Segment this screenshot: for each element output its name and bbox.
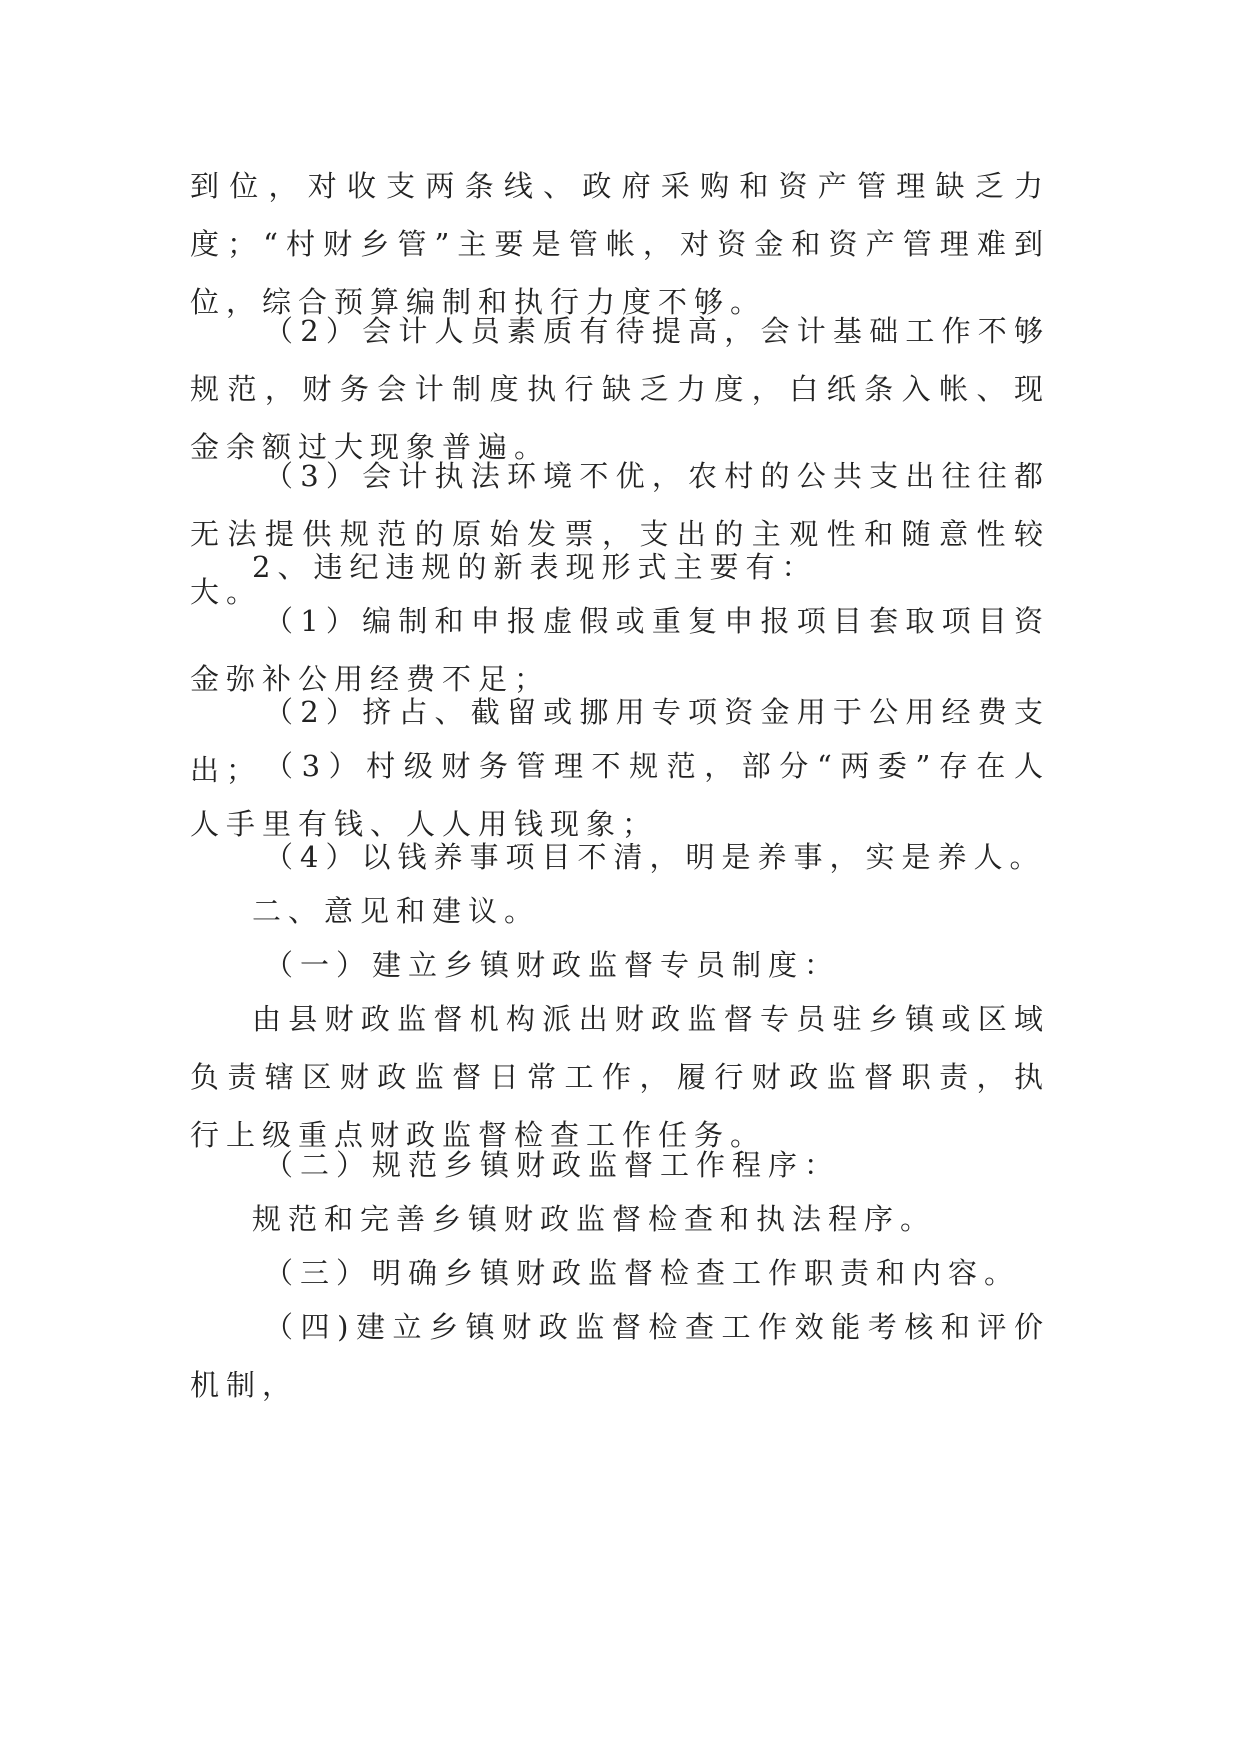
- section-heading-opinions: 二、意见和建议。: [252, 894, 541, 928]
- paragraph-body-2: 规范和完善乡镇财政监督检查和执法程序。: [252, 1202, 937, 1236]
- paragraph-continuation: 到位，对收支两条线、政府采购和资产管理缺乏力度；“村财乡管”主要是管帐，对资金和资产管理难到位，综合预算编制和执行力度不够。: [190, 169, 1050, 319]
- paragraph-body-1: 由县财政监督机构派出财政监督专员驻乡镇或区域负责辖区财政监督日常工作，履行财政监督职责，执行上级重点财政监督检查工作任务。: [190, 1002, 1050, 1152]
- paragraph-item-2b: （2）挤占、截留或挪用专项资金用于公用经费支出；: [190, 695, 1050, 787]
- paragraph-item-2: （2）会计人员素质有待提高，会计基础工作不够规范，财务会计制度执行缺乏力度，白纸条入帐、现金余额过大现象普遍。: [190, 314, 1050, 464]
- subheading-4: （四)建立乡镇财政监督检查工作效能考核和评价机制，: [190, 1310, 1050, 1402]
- section-heading-2: 2、违纪违规的新表现形式主要有：: [252, 550, 818, 584]
- subheading-1: （一）建立乡镇财政监督专员制度：: [264, 948, 841, 982]
- paragraph-item-3b: （3）村级财务管理不规范，部分“两委”存在人人手里有钱、人人用钱现象；: [190, 749, 1050, 841]
- paragraph-item-3: （3）会计执法环境不优，农村的公共支出往往都无法提供规范的原始发票，支出的主观性和随意性较大。: [190, 459, 1050, 609]
- subheading-2: （二）规范乡镇财政监督工作程序：: [264, 1148, 841, 1182]
- paragraph-item-1: （1）编制和申报虚假或重复申报项目套取项目资金弥补公用经费不足；: [190, 604, 1050, 696]
- paragraph-item-4: （4）以钱养事项目不清，明是养事，实是养人。: [264, 840, 1046, 874]
- subheading-3: （三）明确乡镇财政监督检查工作职责和内容。: [264, 1256, 1021, 1290]
